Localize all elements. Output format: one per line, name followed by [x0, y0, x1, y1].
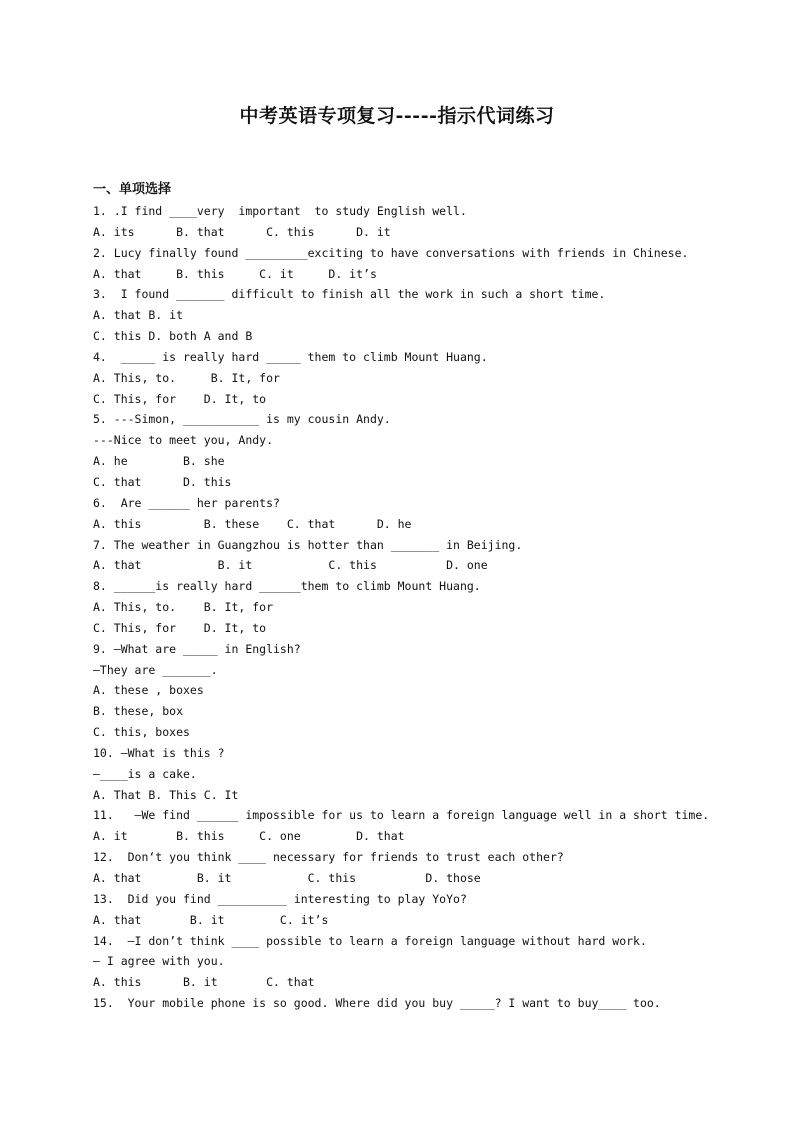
question-line: 5. ---Simon, ___________ is my cousin Andy. [93, 412, 391, 427]
answer-options-line: A. That B. This C. It [93, 787, 239, 802]
answer-options-line: C. This, for D. It, to [93, 391, 267, 406]
answer-options-line: A. this B. it C. that [93, 975, 315, 990]
question-line: 3. I found _______ difficult to finish all the work in such a short time. [93, 287, 606, 302]
question-line: 12. Don‘t you think ____ necessary for friends to trust each other? [93, 850, 564, 865]
question-line: 13. Did you find __________ interesting to play YoYo? [93, 891, 467, 906]
dialogue-line: —They are _______. [93, 662, 218, 677]
answer-options-line: A. This, to. B. It, for [93, 600, 274, 615]
answer-options-line: A. these , boxes [93, 683, 204, 698]
answer-options-line: A. its B. that C. this D. it [93, 224, 391, 239]
question-line: 2. Lucy finally found _________exciting to have conversations with friends in Chinese. [93, 245, 689, 260]
question-line: 4. _____ is really hard _____ them to climb Mount Huang. [93, 349, 488, 364]
answer-options-line: B. these, box [93, 704, 184, 719]
question-line: 9. —What are _____ in English? [93, 641, 301, 656]
answer-options-line: C. this, boxes [93, 725, 190, 740]
question-line: 15. Your mobile phone is so good. Where did you buy _____? I want to buy____ too. [93, 996, 661, 1011]
dialogue-line: —____is a cake. [93, 766, 197, 781]
answer-options-line: A. it B. this C. one D. that [93, 829, 405, 844]
question-line: 14. —I don’t think ____ possible to learn a foreign language without hard work. [93, 933, 647, 948]
answer-options-line: A. that B. it C. this D. those [93, 871, 481, 885]
question-line: 8. ______is really hard ______them to climb Mount Huang. [93, 579, 481, 594]
answer-options-line: A. he B. she [93, 454, 225, 469]
answer-options-line: A. that B. it [93, 308, 184, 323]
question-line: 7. The weather in Guangzhou is hotter than _______ in Beijing. [93, 537, 523, 552]
answer-options-line: C. this D. both A and B [93, 329, 253, 344]
answer-options-line: A. that B. it C. this D. one [93, 558, 488, 573]
question-line: 10. —What is this ? [93, 745, 225, 760]
question-line: 1. .I find ____very important to study English well. [93, 204, 467, 218]
answer-options-line: A. this B. these C. that D. he [93, 516, 412, 531]
dialogue-line: — I agree with you. [93, 954, 225, 969]
answer-options-line: A. This, to. B. It, for [93, 370, 280, 385]
answer-options-line: A. that B. this C. it D. it’s [93, 266, 377, 281]
question-list [93, 201, 753, 1014]
question-line: 6. Are ______ her parents? [93, 495, 280, 510]
dialogue-line: ---Nice to meet you, Andy. [93, 433, 274, 448]
answer-options-line: C. This, for D. It, to [93, 620, 267, 635]
answer-options-line: A. that B. it C. it’s [93, 912, 329, 927]
document-title: 中考英语专项复习-----指示代词练习 [239, 105, 555, 127]
section-heading: 一、单项选择 [93, 182, 172, 197]
answer-options-line: C. that D. this [93, 474, 232, 489]
question-line: 11. —We find ______ impossible for us to learn a foreign language well in a short time. [93, 808, 710, 823]
